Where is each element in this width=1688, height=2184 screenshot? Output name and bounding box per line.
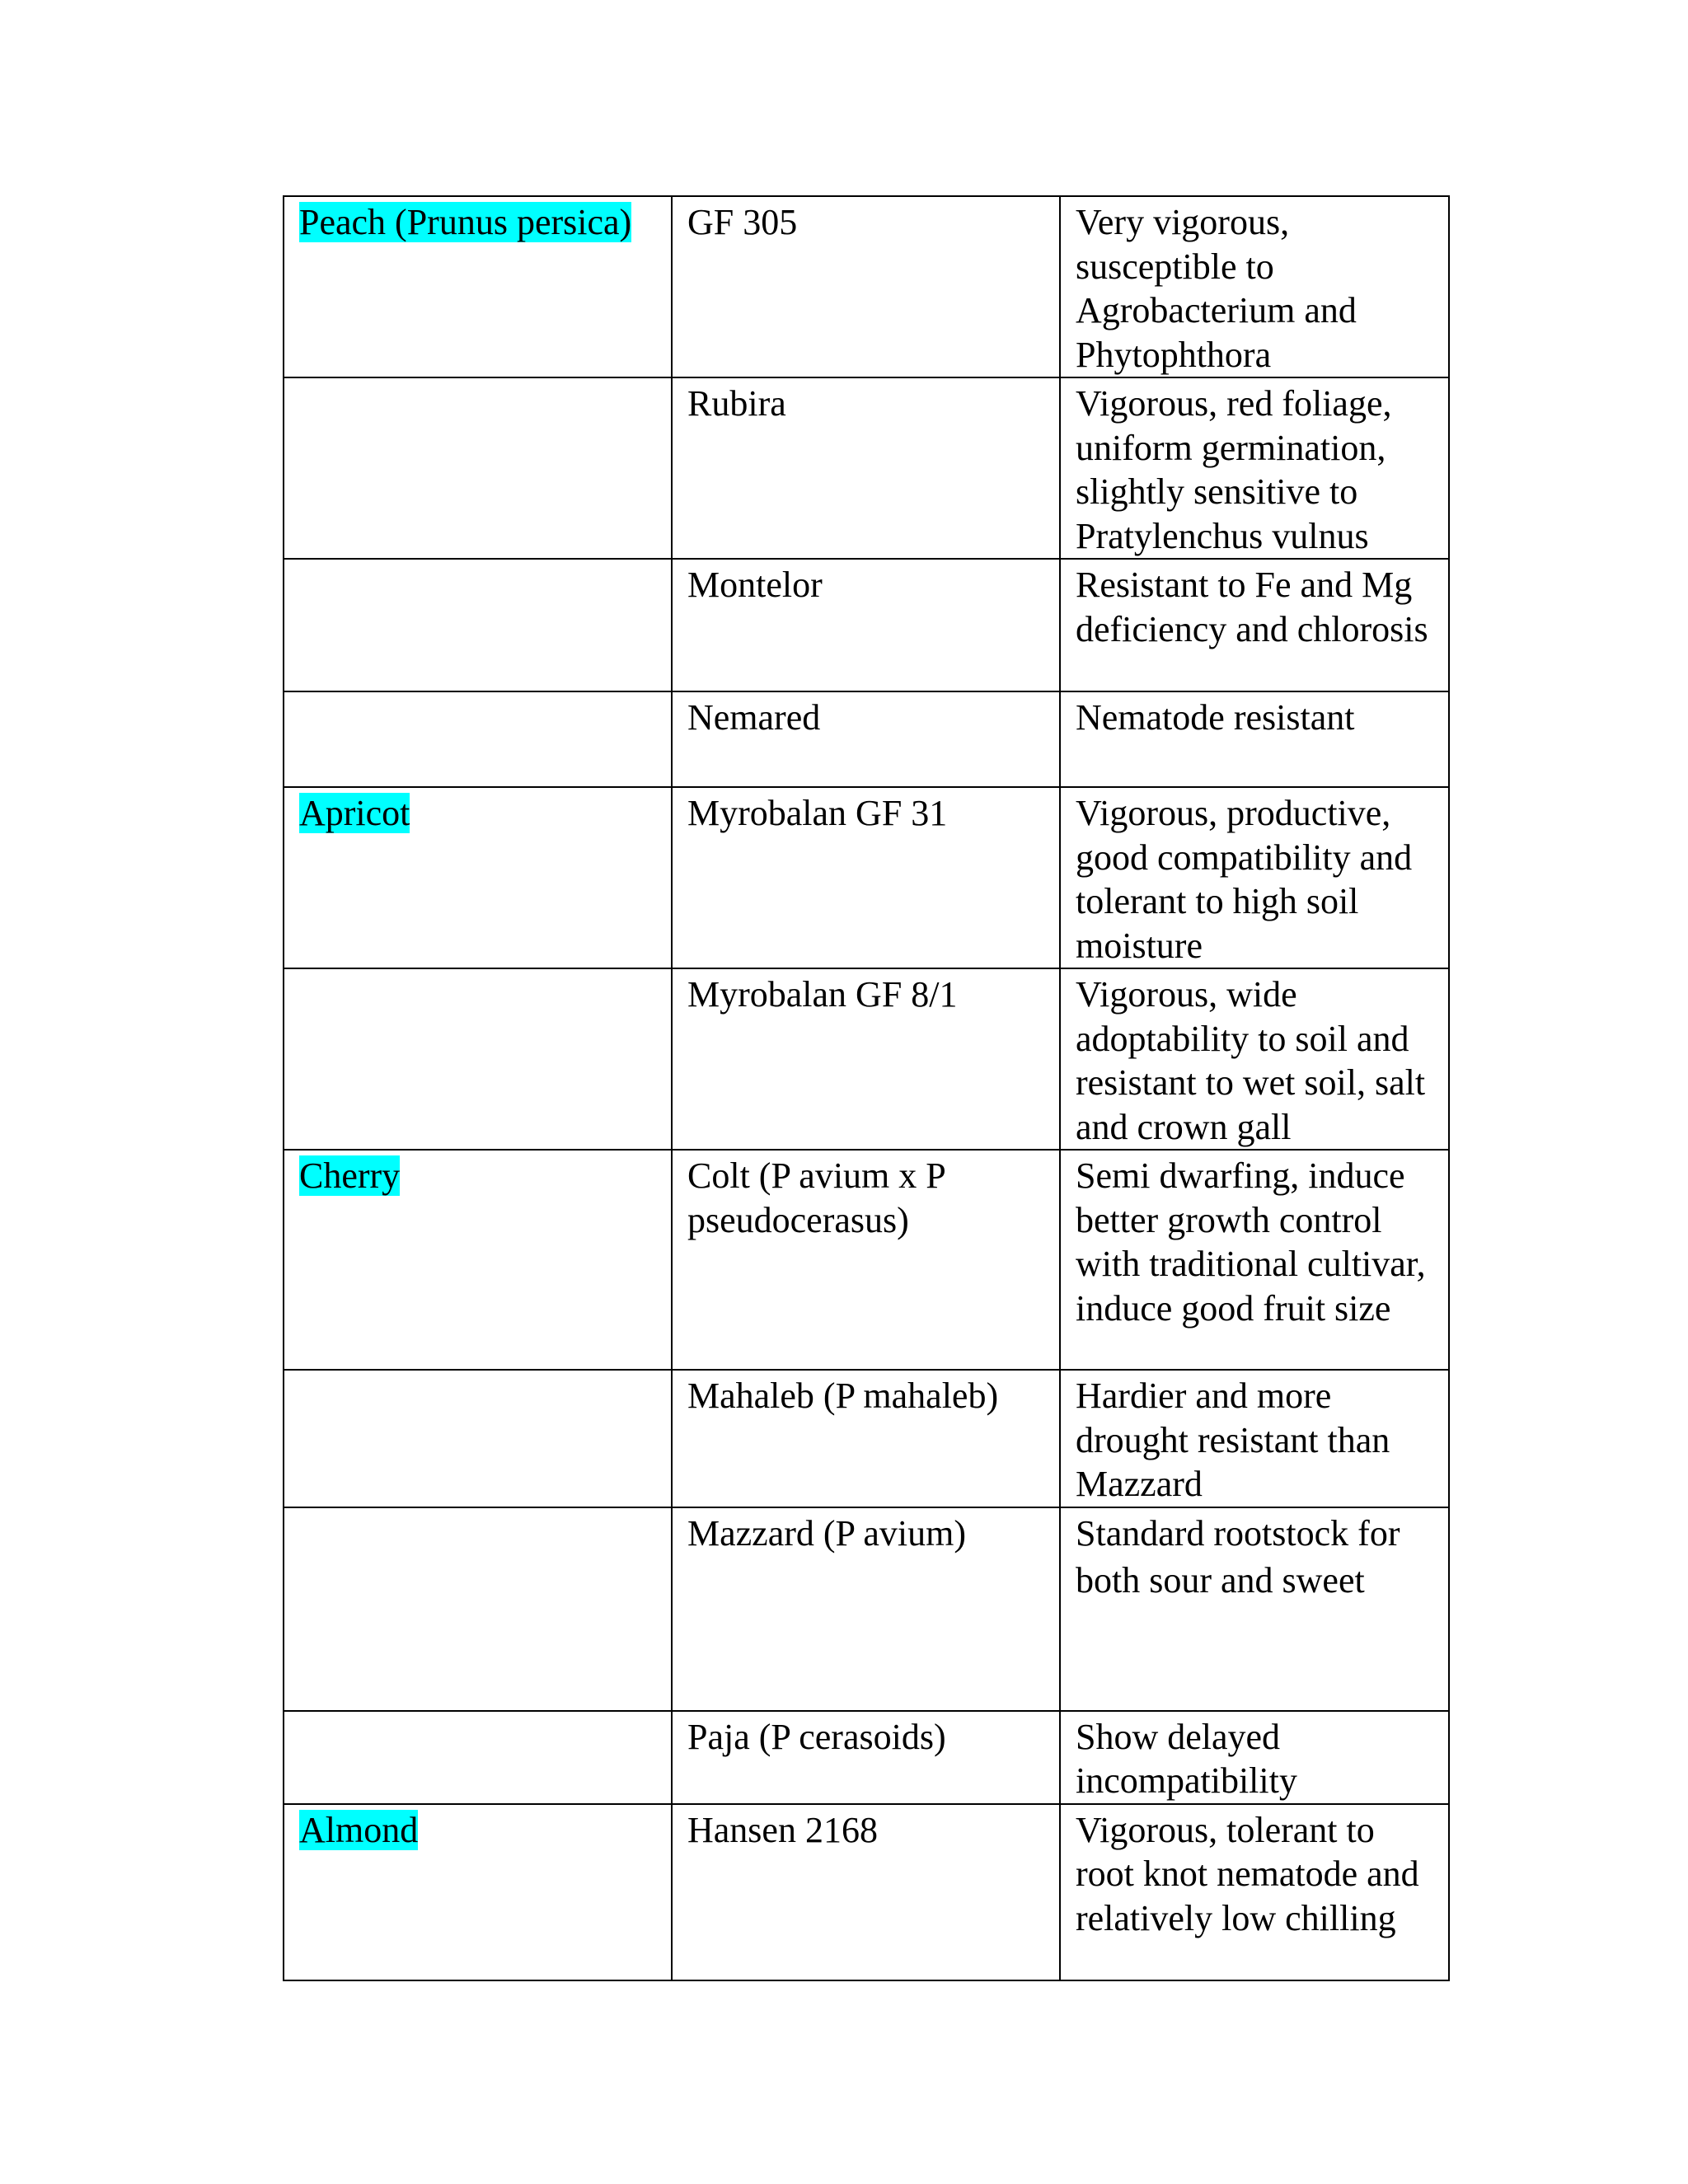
features-cell: Semi dwarfing, induce better growth control with traditional cultivar, induce good fruit size bbox=[1060, 1150, 1449, 1370]
rootstock-cell: Mazzard (P avium) bbox=[672, 1507, 1060, 1711]
rootstock-cell: Rubira bbox=[672, 377, 1060, 559]
table-row bbox=[284, 196, 1449, 377]
features-cell bbox=[1060, 1507, 1449, 1711]
features-cell: Resistant to Fe and Mg deficiency and chlorosis bbox=[1060, 559, 1449, 691]
rootstock-table bbox=[283, 195, 1450, 1981]
rootstock-cell: Nemared bbox=[672, 691, 1060, 787]
table-row bbox=[284, 1804, 1449, 1980]
rootstock-cell: Hansen 2168 bbox=[672, 1804, 1060, 1980]
rootstock-cell: Montelor bbox=[672, 559, 1060, 691]
crop-cell bbox=[284, 377, 672, 559]
features-line: Standard rootstock for bbox=[1076, 1512, 1400, 1554]
crop-name-highlighted: Almond bbox=[299, 1809, 419, 1850]
table-row bbox=[284, 1150, 1449, 1370]
rootstock-cell: GF 305 bbox=[672, 196, 1060, 377]
crop-cell bbox=[284, 196, 672, 377]
crop-cell bbox=[284, 1804, 672, 1980]
crop-cell bbox=[284, 1370, 672, 1507]
table-row bbox=[284, 787, 1449, 968]
crop-name-highlighted: Peach (Prunus persica) bbox=[299, 202, 632, 242]
features-line: both sour and sweet bbox=[1076, 1560, 1365, 1601]
crop-cell bbox=[284, 1711, 672, 1804]
crop-cell bbox=[284, 968, 672, 1150]
features-cell: Hardier and more drought resistant than Mazzard bbox=[1060, 1370, 1449, 1507]
crop-cell bbox=[284, 559, 672, 691]
table-row bbox=[284, 1370, 1449, 1507]
crop-name-highlighted: Apricot bbox=[299, 793, 410, 833]
table-row bbox=[284, 559, 1449, 691]
features-cell: Show delayed incompatibility bbox=[1060, 1711, 1449, 1804]
table-row bbox=[284, 1507, 1449, 1711]
rootstock-cell: Mahaleb (P mahaleb) bbox=[672, 1370, 1060, 1507]
crop-cell bbox=[284, 787, 672, 968]
crop-cell bbox=[284, 691, 672, 787]
features-cell: Vigorous, red foliage, uniform germination, slightly sensitive to Pratylenchus vulnus bbox=[1060, 377, 1449, 559]
crop-cell bbox=[284, 1150, 672, 1370]
rootstock-cell: Colt (P avium x P pseudocerasus) bbox=[672, 1150, 1060, 1370]
table-row bbox=[284, 968, 1449, 1150]
rootstock-cell: Paja (P cerasoids) bbox=[672, 1711, 1060, 1804]
crop-cell bbox=[284, 1507, 672, 1711]
table-row bbox=[284, 377, 1449, 559]
features-cell: Vigorous, productive, good compatibility and tolerant to high soil moisture bbox=[1060, 787, 1449, 968]
crop-name-highlighted: Cherry bbox=[299, 1155, 401, 1196]
features-cell: Vigorous, tolerant to root knot nematode and relatively low chilling bbox=[1060, 1804, 1449, 1980]
features-cell: Vigorous, wide adoptability to soil and resistant to wet soil, salt and crown gall bbox=[1060, 968, 1449, 1150]
table-row bbox=[284, 1711, 1449, 1804]
rootstock-cell: Myrobalan GF 31 bbox=[672, 787, 1060, 968]
rootstock-cell: Myrobalan GF 8/1 bbox=[672, 968, 1060, 1150]
features-cell: Very vigorous, susceptible to Agrobacterium and Phytophthora bbox=[1060, 196, 1449, 377]
table-row bbox=[284, 691, 1449, 787]
features-cell: Nematode resistant bbox=[1060, 691, 1449, 787]
